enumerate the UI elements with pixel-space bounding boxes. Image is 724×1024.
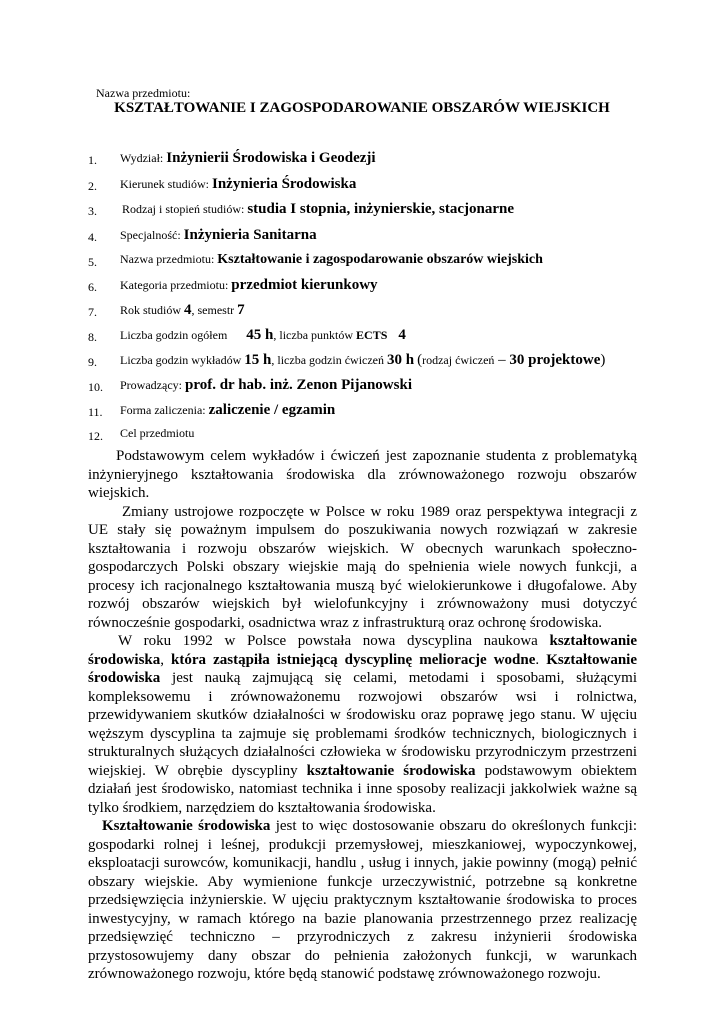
paragraph-3 [88,632,637,817]
item-number: 1. [88,153,97,167]
item-mid2: rodzaj ćwiczeń [422,353,495,367]
item-mid: , liczba punktów [273,328,354,342]
item-number: 7. [88,305,97,319]
p3-text-a: W roku 1992 w Polsce powstała nowa dyscyplina naukowa [118,633,550,649]
dash: – [494,352,510,368]
item-value: Kształtowanie i zagospodarowanie obszarów wiejskich [217,252,543,267]
paragraph-1: Podstawowym celem wykładów i ćwiczeń jest zapoznanie studenta z problematyką inżynieryjnego kształtowania środowiska dla zrównoważonego rozwoju obszarów wiejskich. [88,448,637,501]
item-number: 10. [88,380,103,394]
item-value-exercise: 30 h [387,352,415,368]
paren-open: ( [417,352,423,368]
item-mid: , semestr [191,303,235,317]
item-number: 4. [88,230,97,244]
p3-text-e: jest nauką zajmującą się celami, metodami i sposobami, służącymi kompleksowemu i zrównoważonemu rozwojowi obszarów wsi i rolnictwa, przewidywaniem skutków działalności w środowisku oraz poprawę jego stanu. W ujęciu węższym dyscyplina ta zajmuje się problemami środków technicznych, biologicznych i strukturalnych służących działalności człowieka w środowisku przyrodniczym przestrzeni wiejskiej. W obrębie dyscypliny [88,670,637,779]
item-value: prof. dr hab. inż. Zenon Pijanowski [184,377,412,393]
item-value: Inżynieria Środowiska [212,176,357,192]
item-label: Liczba godzin wykładów [120,353,242,367]
item-label: Liczba godzin ogółem [120,328,228,342]
paragraph-4 [88,817,637,984]
item-label: Nazwa przedmiotu: [120,252,215,266]
item-value-ects: 4 [398,327,406,343]
p4-text-a: jest to więc dostosowanie obszaru do określonych funkcji: gospodarki rolnej i leśnej, produkcji przemysłowej, mieszkaniowej, wypoczynkowej, eksploatacji surowców, komunikacji, handlu , usług i innych, jakie powinny (mogą) pełnić obszary wiejskie. Aby wymienione funkcje urzeczywistnić, potrzebne są konkretne przedsięwzięcia inżynierskie. W ujęciu praktycznym kształtowanie środowiska to proces inwestycyjny, w ramach którego na bazie planowania przestrzennego przez realizację przedsięwzięć techniczno – przyrodniczych z zakresu inżynierii środowiska przystosowujemy dany obszar do pełnienia założonych funkcji, w warunkach zrównoważonego rozwoju, które będą stanowić podstawę zrównoważonego rozwoju. [88,818,637,982]
item-number: 5. [88,255,97,269]
item-value-lecture: 15 h [244,352,272,368]
item-label: Prowadzący: [120,378,182,392]
p3-text-f: podstawowym obiektem działań jest środowisko, natomiast technika i inne sposoby realizacji jakkolwiek ważne są tylko środkiem, narzędziem do kształtowania środowiska. [88,762,637,816]
p3-text-c: , [160,651,172,668]
item-number: 9. [88,355,97,369]
item-value-hours: 45 h [246,327,274,343]
p3-bold-3: Kształtowanie środowiska [88,651,638,686]
item-value: Inżynieria Sanitarna [183,227,317,243]
item-label: Kierunek studiów: [120,177,209,191]
p4-bold-1: Kształtowanie środowiska [102,818,271,834]
item-value: zaliczenie / egzamin [208,402,336,418]
item-label: Rodzaj i stopień studiów: [122,202,245,216]
item-value-exercise-type: 30 projektowe [509,352,601,368]
item-number: 11. [88,405,103,419]
subject-label: Nazwa przedmiotu: [96,86,191,100]
item-number: 3. [88,204,97,218]
item-label: Wydział: [120,151,164,165]
paren-close: ) [600,352,606,368]
item-ects-label: ECTS [356,328,388,342]
item-number: 2. [88,179,97,193]
item-label: Specjalność: [120,228,181,242]
item-number: 6. [88,280,97,294]
body-text [88,447,637,984]
item-value-year: 4 [184,302,192,318]
p3-bold-2: która zastąpiła istniejącą dyscyplinę melioracje wodne [171,651,536,668]
item-value: studia I stopnia, inżynierskie, stacjonarne [247,201,515,217]
item-number: 8. [88,330,97,344]
item-value: przedmiot kierunkowy [231,277,378,293]
p3-bold-1: kształtowanie środowiska [88,633,637,668]
p3-bold-4: kształtowanie środowiska [306,762,476,779]
item-number: 12. [88,429,103,443]
paragraph-2: Zmiany ustrojowe rozpoczęte w Polsce w roku 1989 oraz perspektywa integracji z UE stały się poważnym impulsem do poszukiwania nowych rozwiązań w zakresie kształtowania i rozwoju obszarów wiejskich. W obecnych warunkach społeczno-gospodarczych Polski obszary wiejskie mają do spełnienia wiele nowych funkcji, a procesy ich racjonalnego kształtowania muszą być wielokierunkowe i długofalowe. Aby rozwój obszarów wiejskich był wielofunkcyjny i zrównoważony musi dotyczyć równocześnie gospodarki, osadnictwa wraz z infrastrukturą oraz ochronę środowiska. [88,503,637,631]
item-value: Inżynierii Środowiska i Geodezji [166,150,376,166]
item-label: Kategoria przedmiotu: [120,278,229,292]
item-label: Rok studiów [120,303,182,317]
item-label: Forma zaliczenia: [120,403,206,417]
p3-text-d: . [535,651,547,668]
item-label: Cel przedmiotu [120,426,195,440]
page-title: KSZTAŁTOWANIE I ZAGOSPODAROWANIE OBSZARÓW WIEJSKICH [114,100,610,116]
item-mid: , liczba godzin ćwiczeń [271,353,385,367]
item-value-semester: 7 [237,302,245,318]
